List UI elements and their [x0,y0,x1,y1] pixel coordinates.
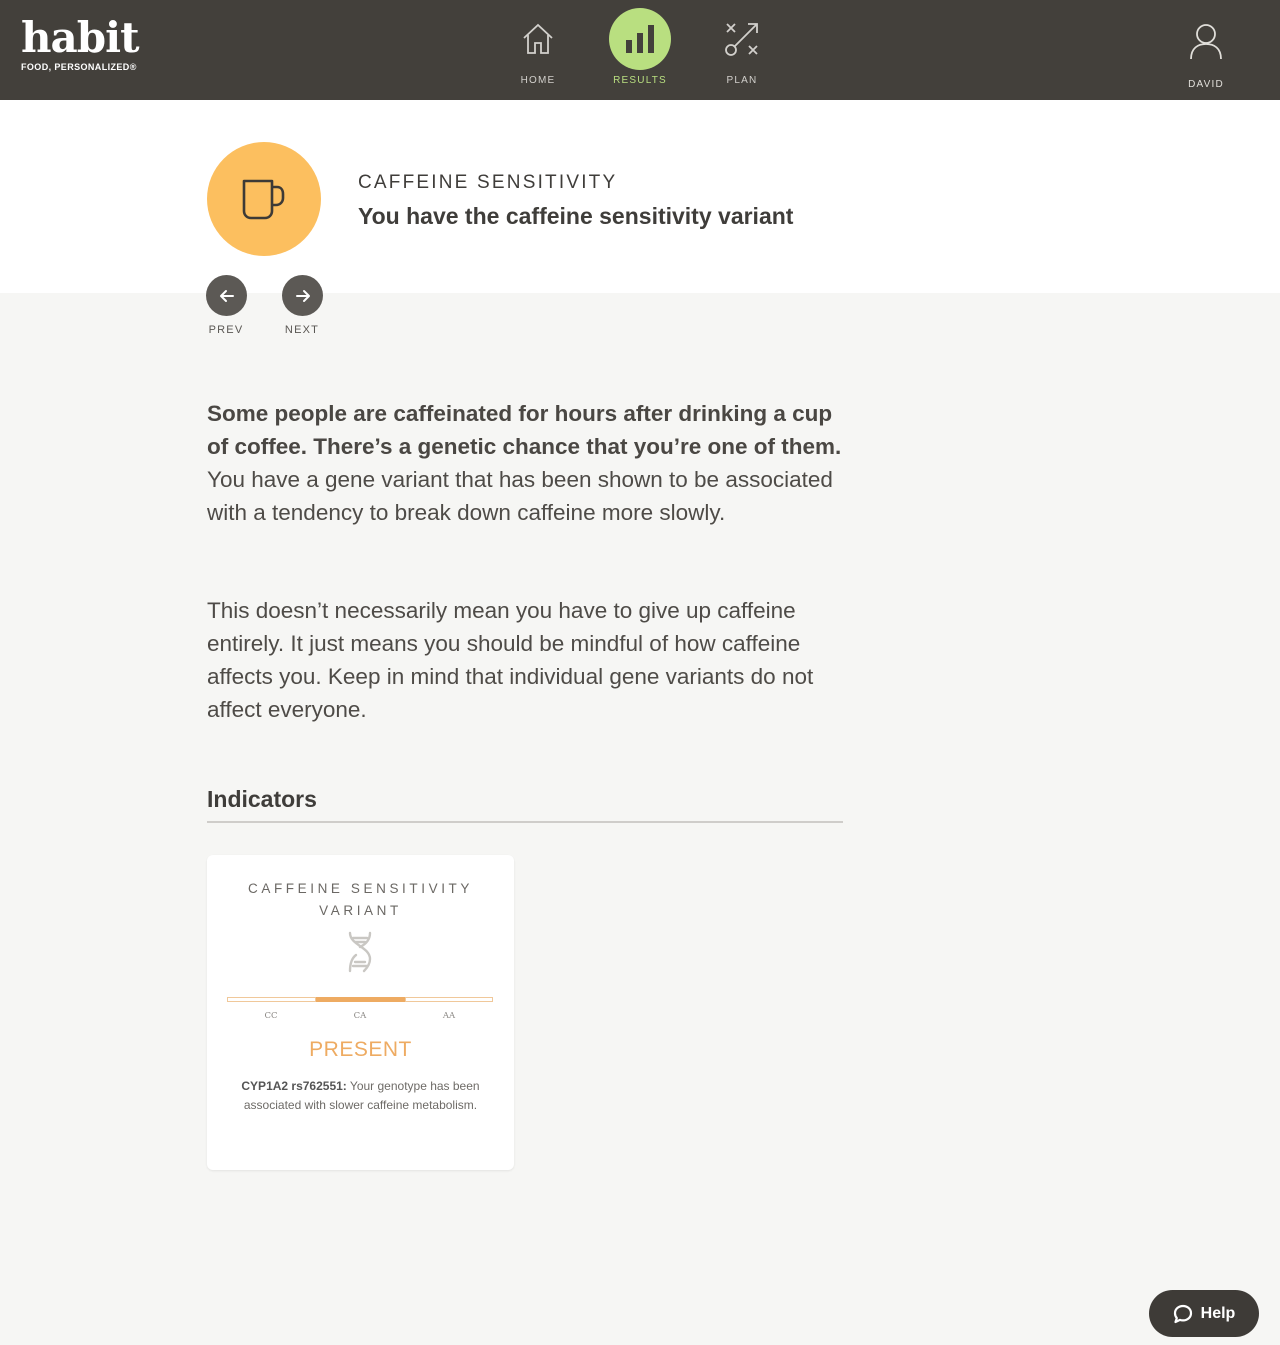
nav-results[interactable] [590,0,690,100]
mug-icon [240,177,288,221]
next-label[interactable]: NEXT [284,324,320,336]
help-label: Help [1200,1304,1236,1322]
genotype-bar-aa [405,997,493,1002]
intro-text: You have a gene variant that has been shown to be associated with a tendency to break down caffeine more slowly. [207,467,833,525]
habit-logo[interactable] [21,13,139,72]
indicator-card [207,855,514,1170]
detail-paragraph: This doesn’t necessarily mean you have to give up caffeine entirely. It just means you should be mindful of how caffeine affects you. Keep in mind that individual gene variants do not affect everyone. [207,598,814,722]
next-button[interactable] [282,275,323,316]
arrow-left-icon [218,287,236,305]
indicator-title-line1: CAFFEINE SENSITIVITY [247,881,474,896]
result-title: You have the caffeine sensitivity variant [358,203,794,229]
nav-plan-label: PLAN [726,75,758,86]
genotype-label-ca: CA [353,1011,367,1021]
help-button[interactable] [1149,1290,1259,1337]
genotype-bar-ca [316,997,405,1002]
top-nav-bar [0,0,1280,100]
arrow-right-icon [294,287,312,305]
prev-button[interactable] [206,275,247,316]
indicator-desc-text: Your genotype has been associated with slower caffeine metabolism. [243,1079,480,1112]
logo-word: habit [21,13,139,62]
nav-home-label: HOME [520,75,556,86]
genotype-label-cc: CC [264,1011,278,1021]
chat-bubble-icon [1173,1304,1193,1324]
indicators-heading: Indicators [207,786,317,812]
home-icon [507,8,569,70]
intro-paragraph [207,397,847,529]
nav-results-label: RESULTS [613,75,667,86]
prev-label[interactable]: PREV [208,324,244,336]
result-category: CAFFEINE SENSITIVITY [358,172,618,193]
logo-tagline: FOOD, PERSONALIZED® [21,62,137,72]
section-divider [207,821,843,823]
intro-bold-text: Some people are caffeinated for hours after drinking a cup of coffee. There’s a genetic chance that you’re one of them. [207,401,842,459]
indicator-title [207,878,514,922]
user-name: DAVID [1188,79,1224,90]
result-icon-circle [207,142,321,256]
result-header-band [0,100,1280,293]
indicator-description [221,1077,500,1115]
nav-plan[interactable] [692,0,792,100]
user-menu[interactable] [1166,0,1246,100]
strategy-icon [711,8,773,70]
user-icon [1188,22,1224,62]
nav-home[interactable] [488,0,588,100]
genotype-bar-cc [227,997,316,1002]
dna-icon [344,931,376,973]
genotype-label-aa: AA [442,1011,456,1021]
indicator-gene: CYP1A2 rs762551: [241,1079,347,1093]
indicator-title-line2: VARIANT [319,903,402,918]
bar-chart-icon [609,8,671,70]
indicator-status: PRESENT [309,1038,412,1061]
